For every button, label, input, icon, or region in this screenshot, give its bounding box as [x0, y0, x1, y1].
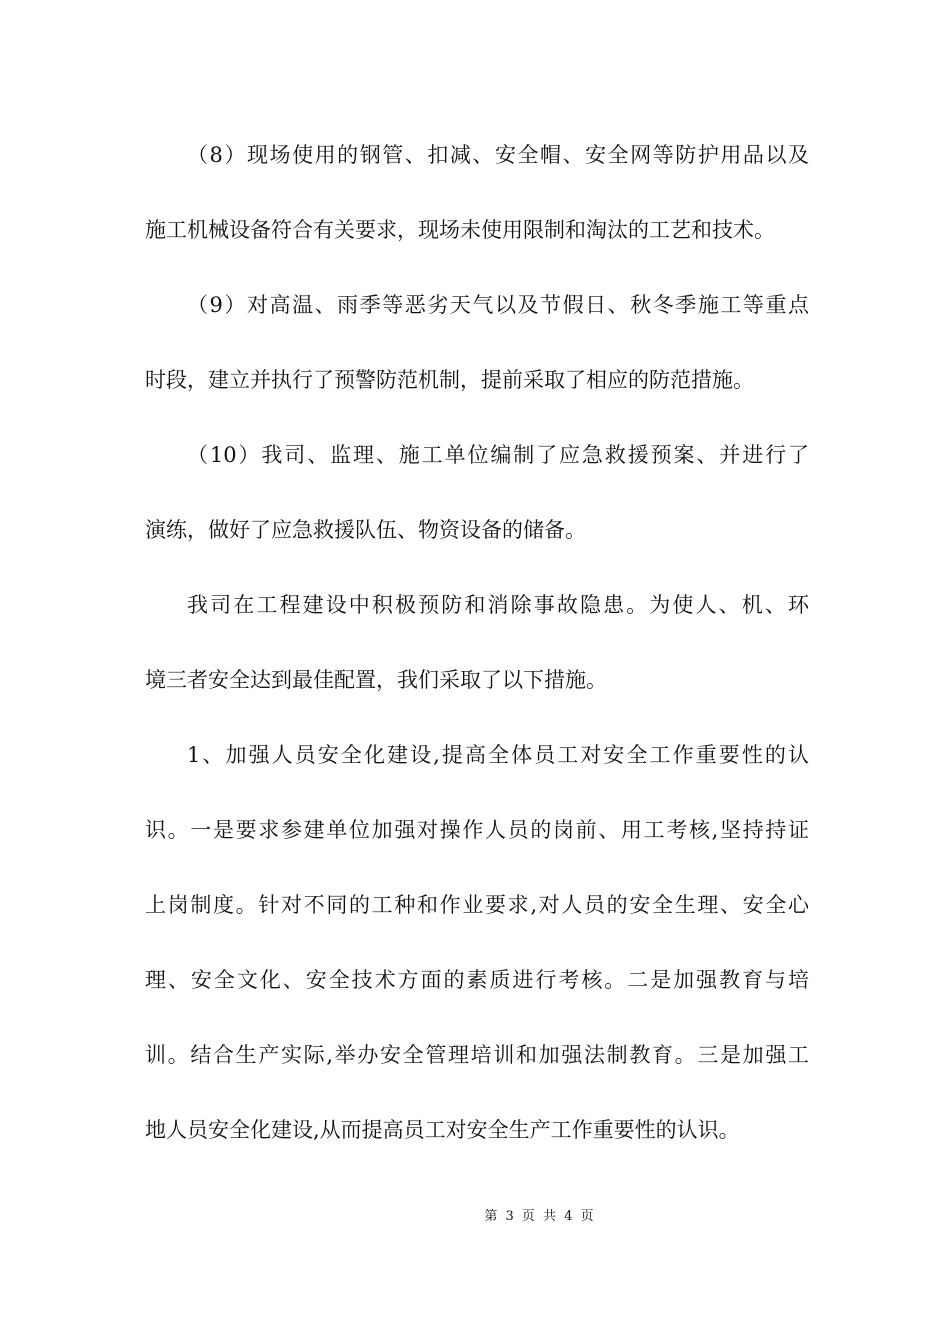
paragraph-4-line-1: 我司在工程建设中积极预防和消除事故隐患。为使人、机、环	[187, 593, 809, 617]
paragraph-3-line-1: （10）我司、监理、施工单位编制了应急救援预案、并进行了	[187, 443, 809, 467]
paragraph-5-line-1: 1、加强人员安全化建设,提高全体员工对安全工作重要性的认	[187, 743, 809, 767]
paragraph-3-line-2: 演练，做好了应急救援队伍、物资设备的储备。	[145, 518, 586, 542]
paragraph-2-line-2: 时段，建立并执行了预警防范机制，提前采取了相应的防范措施。	[145, 368, 754, 392]
paragraph-5-line-6: 地人员安全化建设,从而提高员工对安全生产工作重要性的认识。	[145, 1118, 740, 1142]
paragraph-5-line-5: 训。结合生产实际,举办安全管理培训和加强法制教育。三是加强工	[145, 1043, 809, 1067]
paragraph-4-line-2: 境三者安全达到最佳配置，我们采取了以下措施。	[145, 668, 607, 692]
paragraph-2-line-1: （9）对高温、雨季等恶劣天气以及节假日、秋冬季施工等重点	[187, 293, 809, 317]
paragraph-1-line-2: 施工机械设备符合有关要求，现场未使用限制和淘汰的工艺和技术。	[145, 218, 775, 242]
paragraph-1-line-1: （8）现场使用的钢管、扣减、安全帽、安全网等防护用品以及	[187, 143, 809, 167]
paragraph-5-line-4: 理、安全文化、安全技术方面的素质进行考核。二是加强教育与培	[145, 968, 809, 992]
page-number-footer: 第 3 页 共 4 页	[484, 1209, 596, 1224]
paragraph-5-line-2: 识。一是要求参建单位加强对操作人员的岗前、用工考核,坚持持证	[145, 818, 809, 842]
paragraph-5-line-3: 上岗制度。针对不同的工种和作业要求,对人员的安全生理、安全心	[145, 893, 809, 917]
